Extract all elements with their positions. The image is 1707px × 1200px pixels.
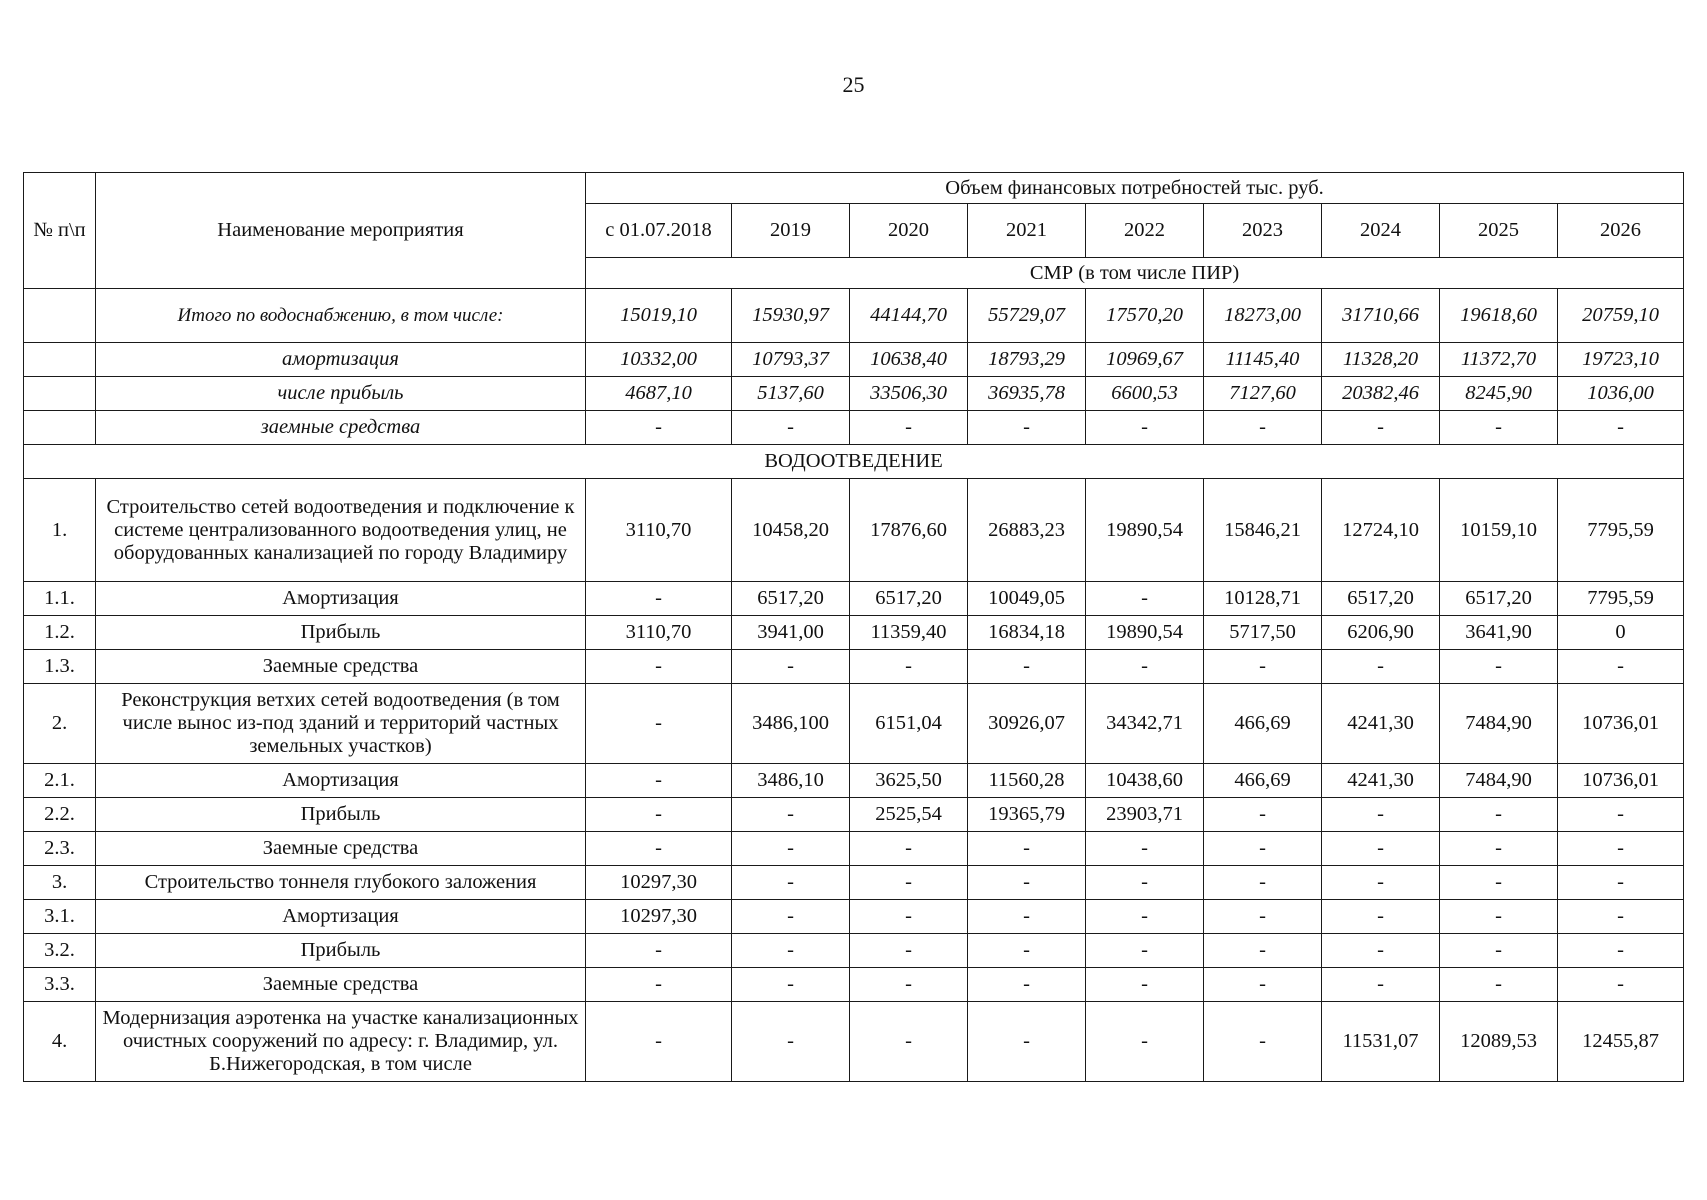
value-cell: - [586,411,732,445]
value-cell: - [1558,798,1684,832]
value-cell: 19365,79 [968,798,1086,832]
value-cell: 34342,71 [1086,684,1204,764]
table-row [24,900,1684,934]
value-cell: 2525,54 [850,798,968,832]
value-cell: - [732,934,850,968]
page-number: 25 [842,72,865,97]
table-row [24,934,1684,968]
value-cell: 1036,00 [1558,377,1684,411]
value-cell: 6517,20 [1440,582,1558,616]
row-name: Амортизация [96,900,586,934]
value-cell: - [586,684,732,764]
row-name: Строительство сетей водоотведения и подключение к системе централизованного водоотведения улиц, не оборудованных канализацией по городу Владимиру [96,479,586,582]
value-cell: - [732,411,850,445]
value-cell: - [1440,866,1558,900]
financial-needs-table [23,172,1684,1082]
row-name: Строительство тоннеля глубокого заложения [96,866,586,900]
header-year: 2019 [732,204,850,258]
value-cell: 10736,01 [1558,684,1684,764]
header-year: 2025 [1440,204,1558,258]
header-year: 2024 [1322,204,1440,258]
row-name: Прибыль [96,798,586,832]
row-name: Реконструкция ветхих сетей водоотведения (в том числе вынос из-под зданий и территорий частных земельных участков) [96,684,586,764]
table-row [24,1002,1684,1082]
value-cell: 20759,10 [1558,289,1684,343]
value-cell: 7127,60 [1204,377,1322,411]
value-cell: - [1440,411,1558,445]
header-year: 2021 [968,204,1086,258]
value-cell: - [850,832,968,866]
value-cell: 10458,20 [732,479,850,582]
row-name: заемные средства [96,411,586,445]
value-cell: - [850,650,968,684]
value-cell: - [1086,1002,1204,1082]
value-cell: 20382,46 [1322,377,1440,411]
value-cell: 6151,04 [850,684,968,764]
value-cell: 12455,87 [1558,1002,1684,1082]
water-supply-rows [24,289,1684,445]
value-cell: - [968,900,1086,934]
value-cell: - [1322,968,1440,1002]
value-cell: - [1204,968,1322,1002]
value-cell: 4687,10 [586,377,732,411]
value-cell: 10438,60 [1086,764,1204,798]
value-cell: 8245,90 [1440,377,1558,411]
value-cell: 15019,10 [586,289,732,343]
value-cell: - [732,650,850,684]
row-name: числе прибыль [96,377,586,411]
value-cell: 16834,18 [968,616,1086,650]
value-cell: 10297,30 [586,900,732,934]
value-cell: 10638,40 [850,343,968,377]
row-name: Прибыль [96,934,586,968]
row-name: Амортизация [96,764,586,798]
value-cell: 4241,30 [1322,764,1440,798]
value-cell: 10159,10 [1440,479,1558,582]
value-cell: - [732,968,850,1002]
value-cell: - [850,411,968,445]
value-cell: 19723,10 [1558,343,1684,377]
row-number: 3.3. [24,968,96,1002]
value-cell: 3941,00 [732,616,850,650]
row-name: Модернизация аэротенка на участке канализационных очистных сооружений по адресу: г. Владимир, ул. Б.Нижегородская, в том числе [96,1002,586,1082]
row-number: 1. [24,479,96,582]
value-cell: 6517,20 [732,582,850,616]
value-cell: - [850,900,968,934]
value-cell: - [850,1002,968,1082]
value-cell: - [1440,832,1558,866]
value-cell: - [732,1002,850,1082]
value-cell: 10128,71 [1204,582,1322,616]
value-cell: 11145,40 [1204,343,1322,377]
value-cell: 12089,53 [1440,1002,1558,1082]
row-name: Заемные средства [96,832,586,866]
value-cell: - [1322,650,1440,684]
value-cell: - [732,832,850,866]
value-cell: - [1558,832,1684,866]
value-cell: - [968,968,1086,1002]
value-cell: 5137,60 [732,377,850,411]
value-cell: - [1086,900,1204,934]
value-cell: - [586,650,732,684]
value-cell: - [1322,411,1440,445]
value-cell: - [968,832,1086,866]
value-cell: 23903,71 [1086,798,1204,832]
value-cell: - [1086,968,1204,1002]
value-cell: - [1440,900,1558,934]
value-cell: 11359,40 [850,616,968,650]
value-cell: - [732,798,850,832]
table-row [24,377,1684,411]
value-cell: 11560,28 [968,764,1086,798]
row-number: 3. [24,866,96,900]
section-title: ВОДООТВЕДЕНИЕ [24,445,1684,479]
table-row [24,616,1684,650]
row-number: 4. [24,1002,96,1082]
value-cell: - [1086,411,1204,445]
value-cell: - [968,934,1086,968]
value-cell: 18793,29 [968,343,1086,377]
row-number: 3.2. [24,934,96,968]
value-cell: - [1086,934,1204,968]
value-cell: - [586,832,732,866]
value-cell: 7795,59 [1558,582,1684,616]
header-number: № п\п [24,173,96,289]
value-cell: 3486,100 [732,684,850,764]
value-cell: 3110,70 [586,479,732,582]
value-cell: 3625,50 [850,764,968,798]
value-cell: 19890,54 [1086,616,1204,650]
row-number: 2.2. [24,798,96,832]
header-volume-title: Объем финансовых потребностей тыс. руб. [586,173,1684,204]
value-cell: - [1086,650,1204,684]
value-cell: - [968,866,1086,900]
value-cell: 7484,90 [1440,764,1558,798]
row-name: Итого по водоснабжению, в том числе: [96,289,586,343]
value-cell: 18273,00 [1204,289,1322,343]
value-cell: - [1204,650,1322,684]
value-cell: - [968,411,1086,445]
row-name: Заемные средства [96,968,586,1002]
value-cell: 15930,97 [732,289,850,343]
value-cell: - [586,582,732,616]
value-cell: - [732,866,850,900]
header-year: с 01.07.2018 [586,204,732,258]
value-cell: 5717,50 [1204,616,1322,650]
value-cell: 466,69 [1204,684,1322,764]
value-cell: 11328,20 [1322,343,1440,377]
value-cell: 12724,10 [1322,479,1440,582]
table-row [24,684,1684,764]
value-cell: - [1558,650,1684,684]
value-cell: 19618,60 [1440,289,1558,343]
value-cell: 6517,20 [850,582,968,616]
value-cell: 36935,78 [968,377,1086,411]
value-cell: 10736,01 [1558,764,1684,798]
value-cell: - [1322,934,1440,968]
table-row [24,479,1684,582]
row-number: 2.1. [24,764,96,798]
row-number: 1.3. [24,650,96,684]
value-cell: - [1204,832,1322,866]
value-cell: - [1440,798,1558,832]
row-number: 2.3. [24,832,96,866]
value-cell: - [1204,934,1322,968]
table-row [24,411,1684,445]
value-cell: 10969,67 [1086,343,1204,377]
row-name: Заемные средства [96,650,586,684]
row-number: 2. [24,684,96,764]
value-cell: - [1322,900,1440,934]
value-cell: - [968,1002,1086,1082]
value-cell: - [1086,582,1204,616]
value-cell: - [586,934,732,968]
header-subtitle: СМР (в том числе ПИР) [586,258,1684,289]
value-cell: 11372,70 [1440,343,1558,377]
value-cell: 33506,30 [850,377,968,411]
row-number [24,411,96,445]
value-cell: - [1558,411,1684,445]
value-cell: 10332,00 [586,343,732,377]
value-cell: 4241,30 [1322,684,1440,764]
value-cell: 17876,60 [850,479,968,582]
value-cell: 15846,21 [1204,479,1322,582]
table-row [24,343,1684,377]
value-cell: - [1558,900,1684,934]
value-cell: - [1558,934,1684,968]
row-number: 1.2. [24,616,96,650]
value-cell: - [1204,1002,1322,1082]
table-row [24,289,1684,343]
value-cell: 30926,07 [968,684,1086,764]
value-cell: - [1204,900,1322,934]
value-cell: 44144,70 [850,289,968,343]
value-cell: - [1204,866,1322,900]
value-cell: 10297,30 [586,866,732,900]
table-row [24,866,1684,900]
value-cell: 3486,10 [732,764,850,798]
header-year: 2026 [1558,204,1684,258]
row-number [24,343,96,377]
value-cell: - [586,798,732,832]
sewerage-rows [24,479,1684,1082]
value-cell: - [850,934,968,968]
value-cell: - [1204,798,1322,832]
header-year: 2022 [1086,204,1204,258]
value-cell: 3641,90 [1440,616,1558,650]
value-cell: - [1204,411,1322,445]
table-row [24,832,1684,866]
value-cell: - [586,968,732,1002]
value-cell: 26883,23 [968,479,1086,582]
value-cell: - [1086,866,1204,900]
row-number [24,377,96,411]
value-cell: - [586,764,732,798]
row-name: амортизация [96,343,586,377]
row-number: 1.1. [24,582,96,616]
value-cell: - [1440,934,1558,968]
value-cell: 3110,70 [586,616,732,650]
table-row [24,798,1684,832]
value-cell: - [1322,866,1440,900]
value-cell: - [1440,968,1558,1002]
value-cell: 17570,20 [1086,289,1204,343]
table-row [24,650,1684,684]
header-year: 2023 [1204,204,1322,258]
value-cell: 10049,05 [968,582,1086,616]
value-cell: - [1440,650,1558,684]
row-name: Амортизация [96,582,586,616]
value-cell: - [850,866,968,900]
row-name: Прибыль [96,616,586,650]
table-row [24,582,1684,616]
value-cell: - [968,650,1086,684]
value-cell: - [1558,866,1684,900]
value-cell: 466,69 [1204,764,1322,798]
value-cell: 6517,20 [1322,582,1440,616]
value-cell: 10793,37 [732,343,850,377]
header-year: 2020 [850,204,968,258]
value-cell: 55729,07 [968,289,1086,343]
table-row [24,764,1684,798]
value-cell: - [1086,832,1204,866]
value-cell: - [850,968,968,1002]
value-cell: - [1322,832,1440,866]
value-cell: - [586,1002,732,1082]
row-number [24,289,96,343]
value-cell: 19890,54 [1086,479,1204,582]
table-row [24,968,1684,1002]
value-cell: 31710,66 [1322,289,1440,343]
row-number: 3.1. [24,900,96,934]
value-cell: 7795,59 [1558,479,1684,582]
value-cell: 0 [1558,616,1684,650]
value-cell: 11531,07 [1322,1002,1440,1082]
value-cell: - [732,900,850,934]
value-cell: - [1322,798,1440,832]
header-activity-name: Наименование мероприятия [96,173,586,289]
value-cell: 7484,90 [1440,684,1558,764]
value-cell: 6600,53 [1086,377,1204,411]
value-cell: - [1558,968,1684,1002]
value-cell: 6206,90 [1322,616,1440,650]
